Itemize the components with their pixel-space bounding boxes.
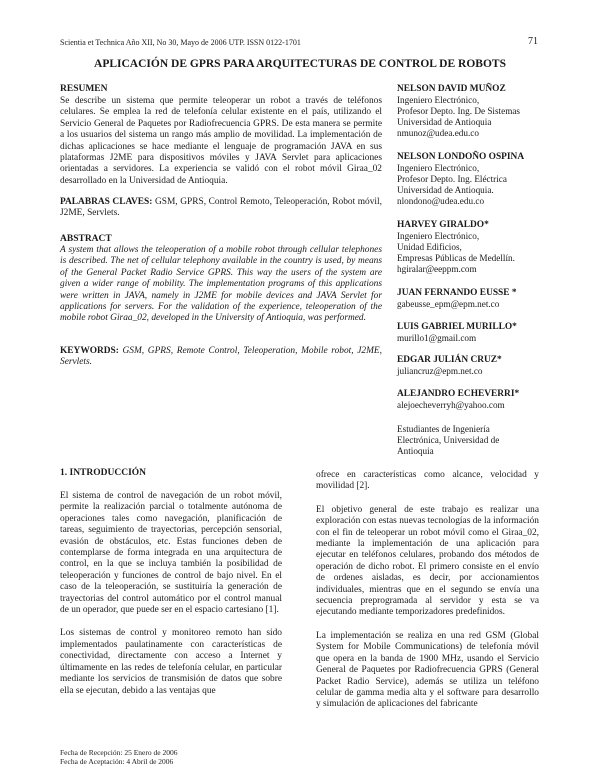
paper-title: APLICACIÓN DE GPRS PARA ARQUITECTURAS DE CONTROL DE ROBOTS	[94, 58, 506, 70]
author-email: gabeusse_epm@epm.net.co	[397, 299, 500, 309]
author-name: NELSON DAVID MUÑOZ	[397, 84, 506, 94]
author-line: Universidad de Antioquia.	[397, 185, 494, 195]
palabras-claves-text: GSM, GPRS, Control Remoto, Teleoperación, Robot móvil, J2ME, Servlets.	[60, 197, 382, 219]
journal-header: Scientia et Technica Año XII, No 30, Mayo de 2006 UTP. ISSN 0122-1701	[60, 38, 301, 47]
palabras-claves	[60, 197, 382, 220]
resumen-text: Se describe un sistema que permite teleoperar un robot a través de teléfonos celulares. Se emplea la red de telefonía celular existente en el país, utilizando el Servicio General de Paquetes por Radiofrecuencia GPRS. De esta manera se permite a los usuarios del sistema un rango más amplio de movilidad. La implementación de dichas aplicaciones se hace mediante el lenguaje de programación JAVA en sus plataformas J2ME para dispositivos móviles y JAVA Servlet para aplicaciones orientadas a servidores. La experiencia se validó con el robot móvil Giraa_02 desarrollado en la Universidad de Antioquia.	[60, 96, 382, 186]
student-note-line: Electrónica, Universidad de	[397, 435, 500, 445]
intro-paragraph: El sistema de control de navegación de un robot móvil, permite la realización parcial o totalmente autónoma de operaciones tales como navegación, planificación de tareas, seguimiento de trayectorias, percepción sensorial, evasión de obstáculos, etc. Estas funciones deben de contemplarse de forma integrada en una arquitectura de control, en la que se incluya también la posibilidad de teleoperación y funciones de control de bajo nivel. En el caso de la teleoperación, se sustituiría la generación de trayectorias del control automático por el control manual de un operador, que puede ser en el espacio cartesiano [1].	[60, 491, 282, 616]
author-email: juliancruz@epm.net.co	[397, 366, 483, 376]
author-name: EDGAR JULIÁN CRUZ*	[397, 355, 502, 365]
author-block	[397, 220, 567, 275]
author-line: Empresas Públicas de Medellín.	[397, 253, 515, 263]
author-email: hgiralar@eeppm.com	[397, 264, 477, 274]
author-name: HARVEY GIRALDO*	[397, 220, 489, 230]
student-note-line: Antioquia	[397, 446, 434, 456]
author-name: LUIS GABRIEL MURILLO*	[397, 322, 517, 332]
author-email: murillo1@gmail.com	[397, 333, 477, 343]
abstract-text: A system that allows the teleoperation of a mobile robot through cellular telephones is described. The net of cellular telephony available in the country is used, by means of the General Packet Radio Service GPRS. This way the users of the system are given a wider range of mobility. The implementation programs of this applications were written in JAVA, namely in J2ME for mobile devices and JAVA Servlet for applications for servers. For the validation of the experience, teleoperation of the mobile robot Giraa_02, developed in the University of Antioquia, was performed.	[60, 245, 382, 324]
footer-dates	[60, 748, 177, 766]
author-email: nmunoz@udea.edu.co	[397, 128, 479, 138]
author-line: Ingeniero Electrónico,	[397, 163, 480, 173]
author-line: Ingeniero Electrónico,	[397, 95, 480, 105]
author-block	[397, 84, 567, 139]
author-line: Universidad de Antioquia	[397, 117, 492, 127]
palabras-claves-label: PALABRAS CLAVES:	[60, 197, 153, 207]
page-number: 71	[528, 36, 538, 47]
author-name: ALEJANDRO ECHEVERRI*	[397, 389, 520, 399]
intro-left-column	[60, 491, 282, 709]
author-name: NELSON LONDOÑO OSPINA	[397, 152, 525, 162]
author-block	[397, 288, 567, 310]
author-line: Profesor Depto. Ing. De Sistemas	[397, 106, 520, 116]
author-block	[397, 355, 567, 377]
author-email: nlondono@udea.edu.co	[397, 196, 485, 206]
keywords-label: KEYWORDS:	[60, 346, 119, 356]
author-name: JUAN FERNANDO EUSSE *	[397, 288, 517, 298]
intro-paragraph: Los sistemas de control y monitoreo remoto han sido implementados paulatinamente con características de conectividad, directamente con acceso a Internet y últimamente en las redes de telefonía celular, en particular mediante los servicios de transmisión de datos que sobre ella se ejecutan, debido a las ventajas que	[60, 628, 282, 696]
author-block	[397, 389, 567, 411]
intro-paragraph: El objetivo general de este trabajo es realizar una exploración con estas nuevas tecnologías de la información con el fin de teleoperar un robot móvil como el Giraa_02, mediante la implementación de una aplicación para ejecutar en teléfonos celulares, probando dos métodos de operación de dicho robot. El primero consiste en el envío de ordenes aisladas, es decir, por accionamientos individuales, mientras que en el segundo se envía una secuencia preprogramada al servidor y esta se va ejecutando mediante temporizadores predefinidos.	[316, 504, 539, 618]
abstract-heading: ABSTRACT	[60, 234, 112, 244]
author-line: Ingeniero Electrónico,	[397, 231, 480, 241]
intro-paragraph: ofrece en características como alcance, velocidad y movilidad [2].	[316, 470, 539, 492]
keywords	[60, 346, 382, 369]
keywords-text: GSM, GPRS, Remote Control, Teleoperation, Mobile robot, J2ME, Servlets.	[60, 346, 382, 368]
resumen-heading: RESUMEN	[60, 84, 108, 94]
intro-heading: 1. INTRODUCCIÓN	[60, 468, 147, 478]
student-note-line: Estudiantes de Ingeniería	[397, 424, 490, 434]
intro-paragraph: La implementación se realiza en una red GSM (Global System for Mobile Communications) de telefonía móvil que opera en la banda de 1900 MHz, usando el Servicio General de Paquetes por Radiofrecuencia GPRS (General Packet Radio Service), además se utiliza un teléfono celular de gamma media alta y el software para desarrollo y simulación de aplicaciones del fabricante	[316, 630, 539, 710]
author-line: Unidad Edificios,	[397, 242, 462, 252]
author-email: alejoecheverryh@yahoo.com	[397, 400, 505, 410]
student-note	[397, 424, 567, 457]
author-line: Profesor Depto. Ing. Eléctrica	[397, 174, 507, 184]
intro-right-column	[316, 470, 539, 723]
accepted-date: Fecha de Aceptación: 4 Abril de 2006	[60, 757, 174, 766]
author-block	[397, 152, 567, 207]
received-date: Fecha de Recepción: 25 Enero de 2006	[60, 748, 178, 757]
author-block	[397, 322, 567, 344]
